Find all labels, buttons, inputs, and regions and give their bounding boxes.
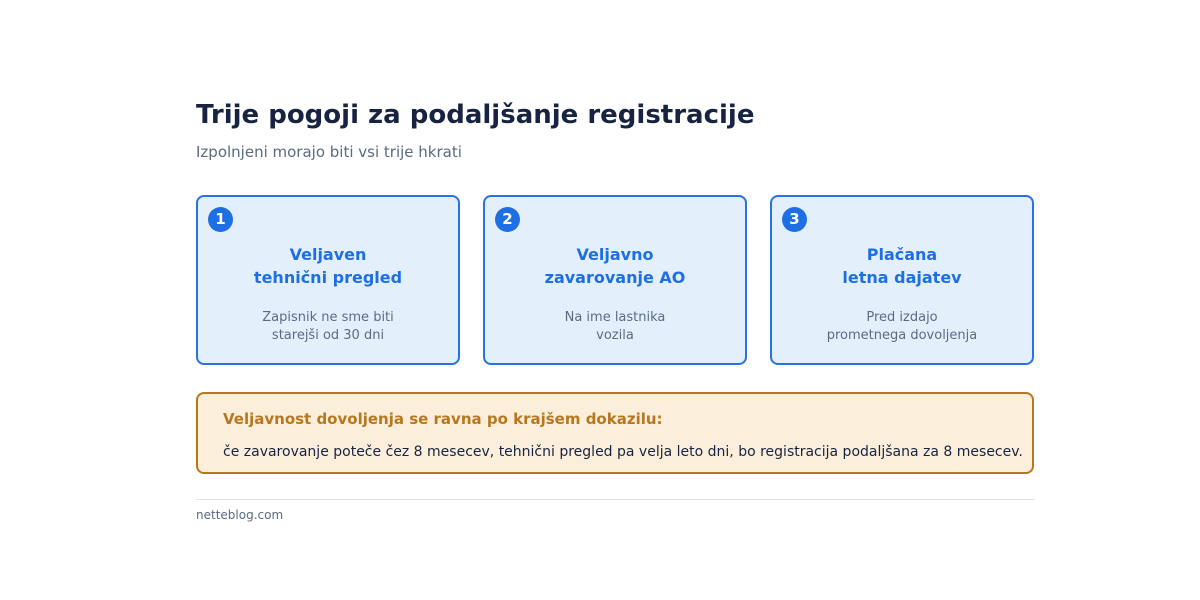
- footer-divider: [196, 499, 1034, 500]
- step-number-badge: 1: [208, 207, 233, 232]
- note-title: Veljavnost dovoljenja se ravna po krajšem dokazilu:: [223, 410, 663, 428]
- condition-card-3: [770, 195, 1034, 365]
- footer-source: netteblog.com: [196, 508, 284, 522]
- note-text: če zavarovanje poteče čez 8 mesecev, tehnični pregled pa velja leto dni, bo registracija podaljšana za 8 mesecev.: [223, 444, 1023, 460]
- page-title: Trije pogoji za podaljšanje registracije: [196, 100, 755, 130]
- step-number-badge: 2: [495, 207, 520, 232]
- page-subtitle: Izpolnjeni morajo biti vsi trije hkrati: [196, 143, 462, 161]
- condition-description: Na ime lastnika vozila: [564, 310, 666, 343]
- condition-title: Veljavno zavarovanje AO: [544, 245, 686, 287]
- condition-card-1: [196, 195, 460, 365]
- condition-description: Pred izdajo prometnega dovoljenja: [826, 310, 978, 343]
- validity-note-box: [196, 392, 1034, 474]
- condition-title: Plačana letna dajatev: [842, 245, 962, 287]
- step-number-badge: 3: [782, 207, 807, 232]
- condition-card-2: [483, 195, 747, 365]
- condition-description: Zapisnik ne sme biti starejši od 30 dni: [262, 310, 394, 343]
- condition-title: Veljaven tehnični pregled: [253, 245, 403, 287]
